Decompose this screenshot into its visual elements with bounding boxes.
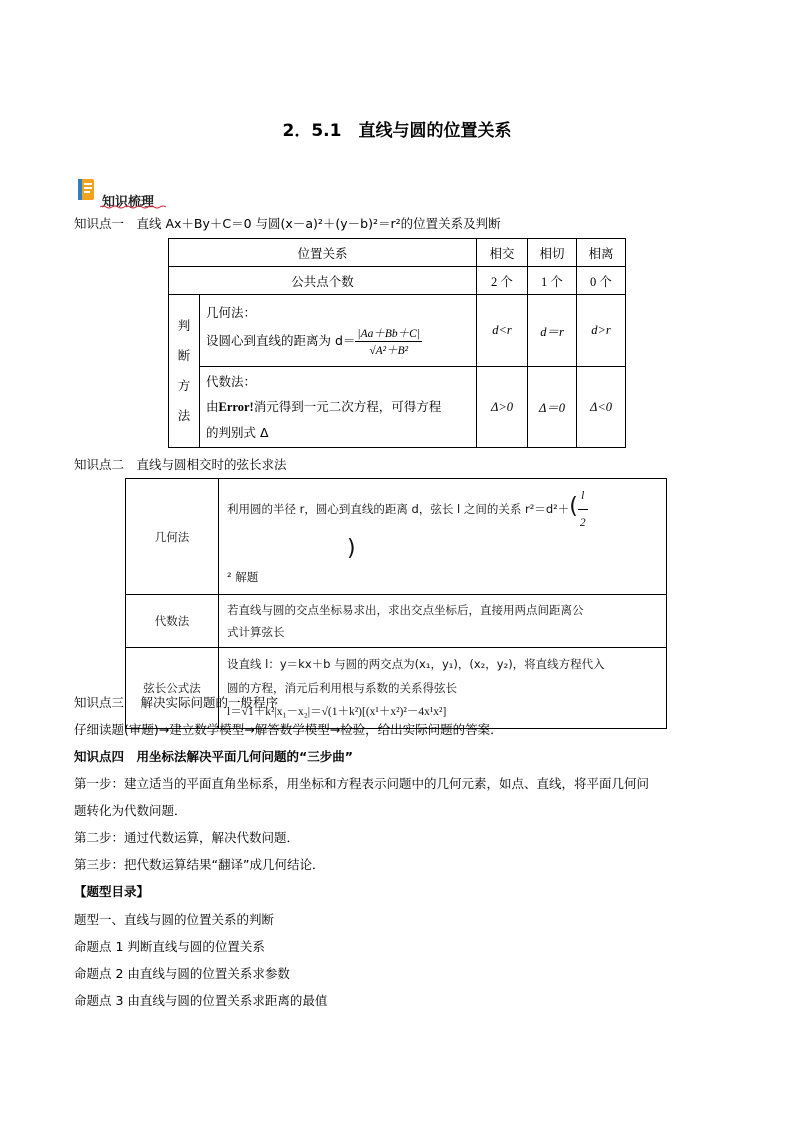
judge-char: 方 — [177, 378, 191, 393]
position-table — [168, 238, 626, 448]
algebraic-method-cell — [200, 367, 477, 448]
point4-heading: 知识点四 用坐标法解决平面几何问题的“三步曲” — [74, 749, 353, 764]
description-line — [227, 483, 658, 564]
description-line: 设直线 l：y＝kx＋b 与圆的两交点为(x₁，y₁)，(x₂，y₂)，将直线方程代入 — [227, 657, 605, 671]
catalog-item: 命题点 2 由直线与圆的位置关系求参数 — [74, 966, 290, 981]
catalog-item: 命题点 3 由直线与圆的位置关系求距离的最值 — [74, 993, 328, 1008]
algebraic-line: 的判别式 Δ — [206, 425, 269, 440]
geometric-method-cell — [200, 295, 477, 367]
chord-formula: l＝√1＋k²|x₁－x₂|＝√(1＋k²)[(x¹＋x²)²－4x¹x²] — [227, 706, 447, 718]
table-cell: 公共点个数 — [169, 267, 477, 295]
point2-heading: 知识点二 直线与圆相交时的弦长求法 — [74, 457, 287, 472]
table-cell: d＝r — [528, 295, 577, 367]
table-header-cell: 相离 — [577, 239, 626, 267]
point3-body: 仔细读题(审题)→建立数学模型→解答数学模型→检验，给出实际问题的答案． — [74, 722, 503, 737]
catalog-item: 题型一、直线与圆的位置关系的判断 — [74, 912, 275, 927]
method-cell: 几何法 — [126, 479, 219, 595]
geometric-text: 设圆心到直线的距离为 d＝ — [206, 333, 356, 348]
book-icon — [76, 178, 98, 202]
description-line: ² 解题 — [227, 570, 259, 584]
algebraic-text: 消元得到一元二次方程，可得方程 — [253, 399, 442, 414]
fraction-denominator: 2 — [579, 517, 586, 529]
paren-right: ) — [347, 536, 356, 561]
fraction-denominator: √A²＋B² — [369, 345, 409, 357]
table-header-cell: 相交 — [477, 239, 528, 267]
description-line: 圆的方程，消元后利用根与系数的关系得弦长 — [227, 681, 457, 695]
table-row — [169, 239, 626, 267]
judge-char: 断 — [177, 348, 191, 363]
table-header-cell: 位置关系 — [169, 239, 477, 267]
paren-left: ( — [569, 494, 578, 519]
table-row — [126, 648, 667, 729]
half-fraction — [578, 483, 588, 536]
table-row — [169, 295, 626, 367]
algebraic-line — [206, 394, 470, 420]
description-cell — [219, 648, 667, 729]
table-row — [126, 595, 667, 648]
chord-length-table — [125, 478, 667, 729]
table-cell: d>r — [577, 295, 626, 367]
distance-fraction — [355, 325, 422, 358]
table-row — [169, 367, 626, 448]
table-row — [126, 479, 667, 595]
point1-heading: 知识点一 直线 Ax＋By＋C＝0 与圆(x－a)²＋(y－b)²＝r²的位置关系及判断 — [74, 216, 501, 231]
table-cell: Δ<0 — [577, 367, 626, 448]
fraction-numerator: l — [578, 483, 588, 510]
step3-line: 第三步：把代数运算结果“翻译”成几何结论． — [74, 857, 325, 872]
judge-label-cell — [169, 295, 200, 448]
description-line: 式计算弦长 — [227, 625, 285, 639]
section-label: 知识梳理 — [102, 195, 155, 210]
description-line: 若直线与圆的交点坐标易求出，求出交点坐标后，直接用两点间距离公 — [227, 603, 584, 617]
judge-char: 判 — [177, 318, 191, 333]
table-cell: d<r — [477, 295, 528, 367]
table-cell: Δ＝0 — [528, 367, 577, 448]
description-cell — [219, 595, 667, 648]
method-cell: 弦长公式法 — [126, 648, 219, 729]
step2-line: 第二步：通过代数运算，解决代数问题． — [74, 830, 300, 845]
table-cell: 1 个 — [528, 267, 577, 295]
judge-char: 法 — [177, 408, 191, 423]
geometric-formula — [206, 325, 470, 358]
table-cell: 0 个 — [577, 267, 626, 295]
algebraic-title: 代数法： — [206, 374, 257, 389]
error-text: Error! — [218, 400, 254, 414]
catalog-item: 命题点 1 判断直线与圆的位置关系 — [74, 939, 265, 954]
catalog-heading: 【题型目录】 — [74, 884, 150, 899]
method-cell: 代数法 — [126, 595, 219, 648]
point3-heading: 知识点三 解决实际问题的一般程序 — [74, 695, 278, 710]
table-cell: Δ>0 — [477, 367, 528, 448]
table-header-cell: 相切 — [528, 239, 577, 267]
description-cell — [219, 479, 667, 595]
table-cell: 2 个 — [477, 267, 528, 295]
step1-line: 题转化为代数问题． — [74, 803, 187, 818]
fraction-numerator: |Aa＋Bb＋C| — [355, 325, 422, 342]
geometric-title: 几何法： — [206, 305, 257, 320]
description-text: 利用圆的半径 r，圆心到直线的距离 d，弦长 l 之间的关系 r²＝d²＋ — [227, 502, 570, 516]
table-row — [169, 267, 626, 295]
step1-line: 第一步：建立适当的平面直角坐标系，用坐标和方程表示问题中的几何元素，如点、直线，将平面几何问 — [74, 776, 650, 791]
algebraic-text: 由 — [206, 399, 219, 414]
underline-decoration — [100, 205, 166, 209]
page-title: 2．5.1 直线与圆的位置关系 — [282, 121, 512, 141]
